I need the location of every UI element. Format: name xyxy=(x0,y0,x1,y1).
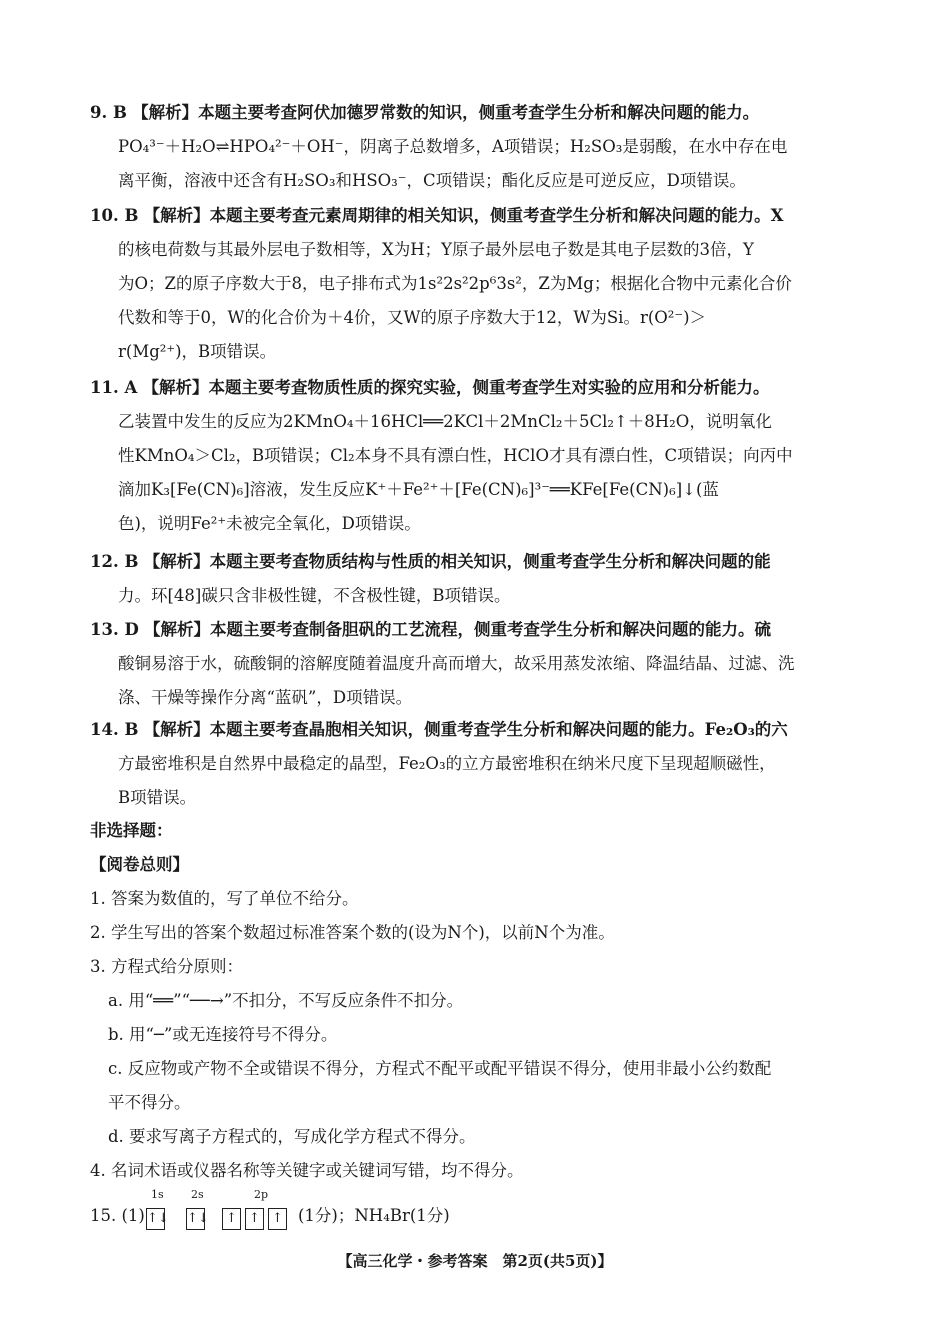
q10-line3: 代数和等于0，W的化合价为＋4价，又W的原子序数大于12，W为Si。r(O²⁻)＞ xyxy=(118,308,707,327)
q13-tag: 【解析】本题主要考查制备胆矾的工艺流程，侧重考查学生分析和解决问题的能力。硫 xyxy=(144,620,772,639)
q10-line1: 的核电荷数与其最外层电子数相等，X为H；Y原子最外层电子数是其电子层数的3倍，Y xyxy=(118,240,754,259)
q13-line2: 涤、干燥等操作分离“蓝矾”，D项错误。 xyxy=(118,688,413,707)
rule-3b: b. 用“─”或无连接符号不得分。 xyxy=(108,1025,338,1044)
q14-line2: B项错误。 xyxy=(118,788,197,807)
orbital-box-2p-1: ↑ xyxy=(222,1208,241,1230)
q13-head: 13. D xyxy=(90,620,139,639)
q10-line2: 为O；Z的原子序数大于8，电子排布式为1s²2s²2p⁶3s²，Z为Mg；根据化合物中元素化合价 xyxy=(118,274,792,293)
rule-3a: a. 用“══”“──→”不扣分，不写反应条件不扣分。 xyxy=(108,991,464,1010)
question-10 xyxy=(90,199,865,369)
q9-line1: PO₄³⁻＋H₂O⇌HPO₄²⁻＋OH⁻，阴离子总数增多，A项错误；H₂SO₃是弱酸，在水中存在电 xyxy=(118,137,788,156)
q12-head: 12. B xyxy=(90,552,139,571)
orbital-box-1s: ↑↓ xyxy=(146,1208,165,1230)
q13-line1: 酸铜易溶于水，硫酸铜的溶解度随着温度升高而增大，故采用蒸发浓缩、降温结晶、过滤、洗 xyxy=(118,654,795,673)
orbital-label-2s: 2s xyxy=(191,1188,204,1201)
page-footer: 【高三化学・参考答案 第2页(共5页)】 xyxy=(337,1252,613,1270)
q14-line1: 方最密堆积是自然界中最稳定的晶型，Fe₂O₃的立方最密堆积在纳米尺度下呈现超顺磁性， xyxy=(118,754,776,773)
rules-title: 【阅卷总则】 xyxy=(90,855,189,874)
question-14 xyxy=(90,713,865,815)
q11-line3: 滴加K₃[Fe(CN)₆]溶液，发生反应K⁺＋Fe²⁺＋[Fe(CN)₆]³⁻══KFe[Fe(CN)₆]↓(蓝 xyxy=(118,480,719,499)
question-12 xyxy=(90,545,865,613)
rule-1: 1. 答案为数值的，写了单位不给分。 xyxy=(90,889,359,908)
rule-4: 4. 名词术语或仪器名称等关键字或关键词写错，均不得分。 xyxy=(90,1161,524,1180)
question-11 xyxy=(90,371,865,541)
q10-head: 10. B xyxy=(90,206,139,225)
q12-line1: 力。环[48]碳只含非极性键，不含极性键，B项错误。 xyxy=(118,586,511,605)
q11-head: 11. A xyxy=(90,378,138,397)
nonchoice-heading: 非选择题： xyxy=(90,821,173,840)
q11-line4: 色)，说明Fe²⁺未被完全氧化，D项错误。 xyxy=(118,514,421,533)
orbital-box-2p-3: ↑ xyxy=(268,1208,287,1230)
q15-head: 15. (1) xyxy=(90,1206,145,1225)
q10-line4: r(Mg²⁺)，B项错误。 xyxy=(118,342,277,361)
rule-3: 3. 方程式给分原则： xyxy=(90,957,243,976)
question-9 xyxy=(90,96,865,198)
q10-tag: 【解析】本题主要考查元素周期律的相关知识，侧重考查学生分析和解决问题的能力。X xyxy=(143,206,784,225)
q9-tag: 【解析】本题主要考查阿伏加德罗常数的知识，侧重考查学生分析和解决问题的能力。 xyxy=(132,103,760,122)
q11-line1: 乙装置中发生的反应为2KMnO₄＋16HCl══2KCl＋2MnCl₂＋5Cl₂↑＋8H₂O，说明氧化 xyxy=(118,412,772,431)
orbital-box-2s: ↑↓ xyxy=(186,1208,205,1230)
rule-3c-line2: 平不得分。 xyxy=(108,1093,191,1112)
rule-2: 2. 学生写出的答案个数超过标准答案个数的(设为N个)，以前N个为准。 xyxy=(90,923,615,942)
q9-head: 9. B xyxy=(90,103,127,122)
q15-tail: (1分)；NH₄Br(1分) xyxy=(298,1206,450,1225)
q12-tag: 【解析】本题主要考查物质结构与性质的相关知识，侧重考查学生分析和解决问题的能 xyxy=(143,552,771,571)
question-13 xyxy=(90,613,865,715)
rule-3d: d. 要求写离子方程式的，写成化学方程式不得分。 xyxy=(108,1127,476,1146)
q11-line2: 性KMnO₄＞Cl₂，B项错误；Cl₂本身不具有漂白性，HClO才具有漂白性，C项错误；向丙中 xyxy=(118,446,793,465)
orbital-label-1s: 1s xyxy=(151,1188,164,1201)
q9-line2: 离平衡，溶液中还含有H₂SO₃和HSO₃⁻，C项错误；酯化反应是可逆反应，D项错误。 xyxy=(118,171,746,190)
orbital-label-2p: 2p xyxy=(254,1188,269,1201)
q11-tag: 【解析】本题主要考查物质性质的探究实验，侧重考查学生对实验的应用和分析能力。 xyxy=(142,378,770,397)
q14-head: 14. B xyxy=(90,720,139,739)
orbital-box-2p-2: ↑ xyxy=(245,1208,264,1230)
q14-tag: 【解析】本题主要考查晶胞相关知识，侧重考查学生分析和解决问题的能力。Fe₂O₃的六 xyxy=(143,720,788,739)
rule-3c-line1: c. 反应物或产物不全或错误不得分，方程式不配平或配平错误不得分，使用非最小公约数配 xyxy=(108,1059,772,1078)
